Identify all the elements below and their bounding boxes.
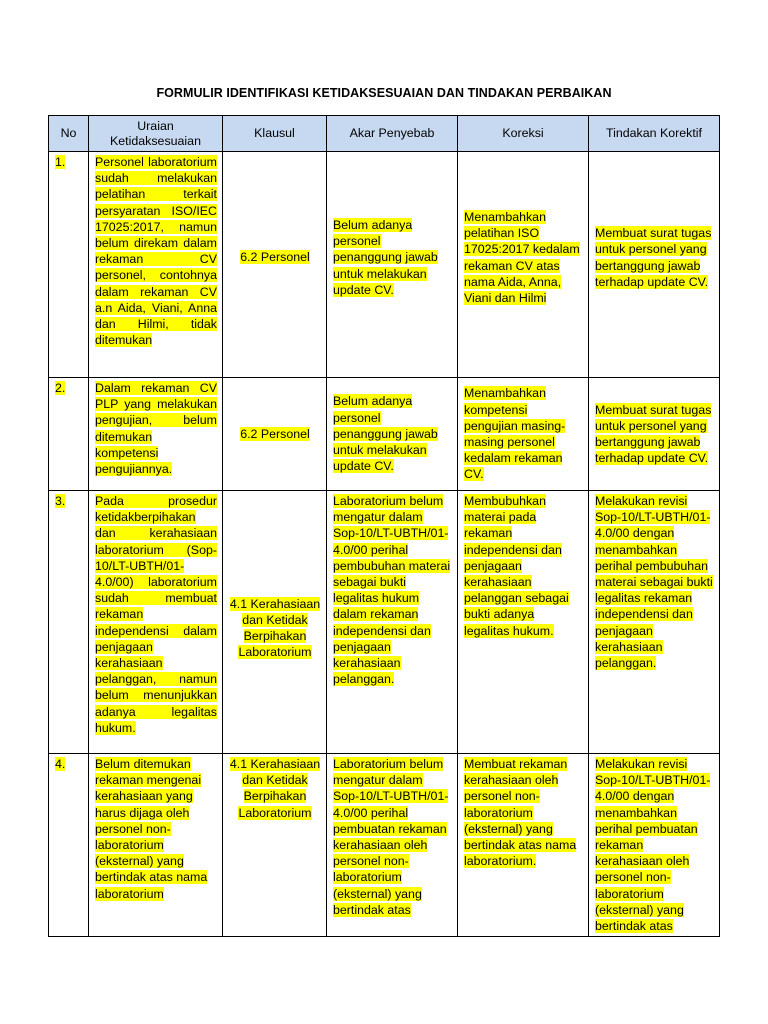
cell-tindakan-korektif: Membuat surat tugas untuk personel yang bertanggung jawab terhadap update CV.: [589, 152, 720, 378]
cell-klausul: 4.1 Kerahasiaan dan Ketidak Berpihakan Laboratorium: [223, 754, 327, 937]
cell-koreksi: Menambahkan kompetensi pengujian masing-masing personel kedalam rekaman CV.: [458, 378, 589, 491]
cell-akar-penyebab: Belum adanya personel penanggung jawab untuk melakukan update CV.: [327, 152, 458, 378]
cell-no: 3.: [49, 491, 89, 754]
header-tindakan-korektif: Tindakan Korektif: [589, 116, 720, 152]
table-header-row: [49, 116, 720, 152]
table-row: [49, 378, 720, 491]
cell-tindakan-korektif: Membuat surat tugas untuk personel yang bertanggung jawab terhadap update CV.: [589, 378, 720, 491]
cell-akar-penyebab: Laboratorium belum mengatur dalam Sop-10/LT-UBTH/01-4.0/00 perihal pembuatan rekaman kerahasiaan oleh personel non-laboratorium (eksternal) yang bertindak atas: [327, 754, 458, 937]
cell-koreksi: Membuat rekaman kerahasiaan oleh personel non-laboratorium (eksternal) yang bertindak atas nama laboratorium.: [458, 754, 589, 937]
header-akar-penyebab: Akar Penyebab: [327, 116, 458, 152]
cell-uraian: Dalam rekaman CV PLP yang melakukan pengujian, belum ditemukan kompetensi pengujiannya.: [89, 378, 223, 491]
cell-uraian: Pada prosedur ketidakberpihakan dan kerahasiaan laboratorium (Sop-10/LT-UBTH/01-4.0/00) laboratorium sudah membuat rekaman independensi dalam penjagaan kerahasiaan pelanggan, namun belum menunjukkan adanya legalitas hukum.: [89, 491, 223, 754]
cell-uraian: Belum ditemukan rekaman mengenai kerahasiaan yang harus dijaga oleh personel non-laboratorium (eksternal) yang bertindak atas nama laboratorium: [89, 754, 223, 937]
header-klausul: Klausul: [223, 116, 327, 152]
cell-koreksi: Membubuhkan materai pada rekaman independensi dan penjagaan kerahasiaan pelanggan sebagai bukti adanya legalitas hukum.: [458, 491, 589, 754]
cell-koreksi: Menambahkan pelatihan ISO 17025:2017 kedalam rekaman CV atas nama Aida, Anna, Viani dan Hilmi: [458, 152, 589, 378]
header-uraian: Uraian Ketidaksesuaian: [89, 116, 223, 152]
cell-akar-penyebab: Belum adanya personel penanggung jawab untuk melakukan update CV.: [327, 378, 458, 491]
cell-uraian: Personel laboratorium sudah melakukan pelatihan terkait persyaratan ISO/IEC 17025:2017, namun belum direkam dalam rekaman CV personel, contohnya dalam rekaman CV a.n Aida, Viani, Anna dan Hilmi, tidak ditemukan: [89, 152, 223, 378]
cell-no: 4.: [49, 754, 89, 937]
cell-tindakan-korektif: Melakukan revisi Sop-10/LT-UBTH/01-4.0/00 dengan menambahkan perihal pembuatan rekaman kerahasiaan oleh personel non-laboratorium (eksternal) yang bertindak atas: [589, 754, 720, 937]
table-row: [49, 152, 720, 378]
form-title: FORMULIR IDENTIFIKASI KETIDAKSESUAIAN DAN TINDAKAN PERBAIKAN: [156, 86, 612, 100]
cell-klausul: 4.1 Kerahasiaan dan Ketidak Berpihakan Laboratorium: [223, 491, 327, 754]
table-row: [49, 491, 720, 754]
cell-klausul: 6.2 Personel: [223, 378, 327, 491]
cell-tindakan-korektif: Melakukan revisi Sop-10/LT-UBTH/01-4.0/00 dengan menambahkan perihal pembubuhan materai sebagai bukti legalitas rekaman independensi dan penjagaan kerahasiaan pelanggan.: [589, 491, 720, 754]
cell-no: 2.: [49, 378, 89, 491]
nonconformity-table: [48, 115, 720, 937]
header-no: No: [49, 116, 89, 152]
header-koreksi: Koreksi: [458, 116, 589, 152]
cell-no: 1.: [49, 152, 89, 378]
cell-klausul: 6.2 Personel: [223, 152, 327, 378]
table-row: [49, 754, 720, 937]
cell-akar-penyebab: Laboratorium belum mengatur dalam Sop-10/LT-UBTH/01-4.0/00 perihal pembubuhan materai sebagai bukti legalitas hukum dalam rekaman independensi dan penjagaan kerahasiaan pelanggan.: [327, 491, 458, 754]
